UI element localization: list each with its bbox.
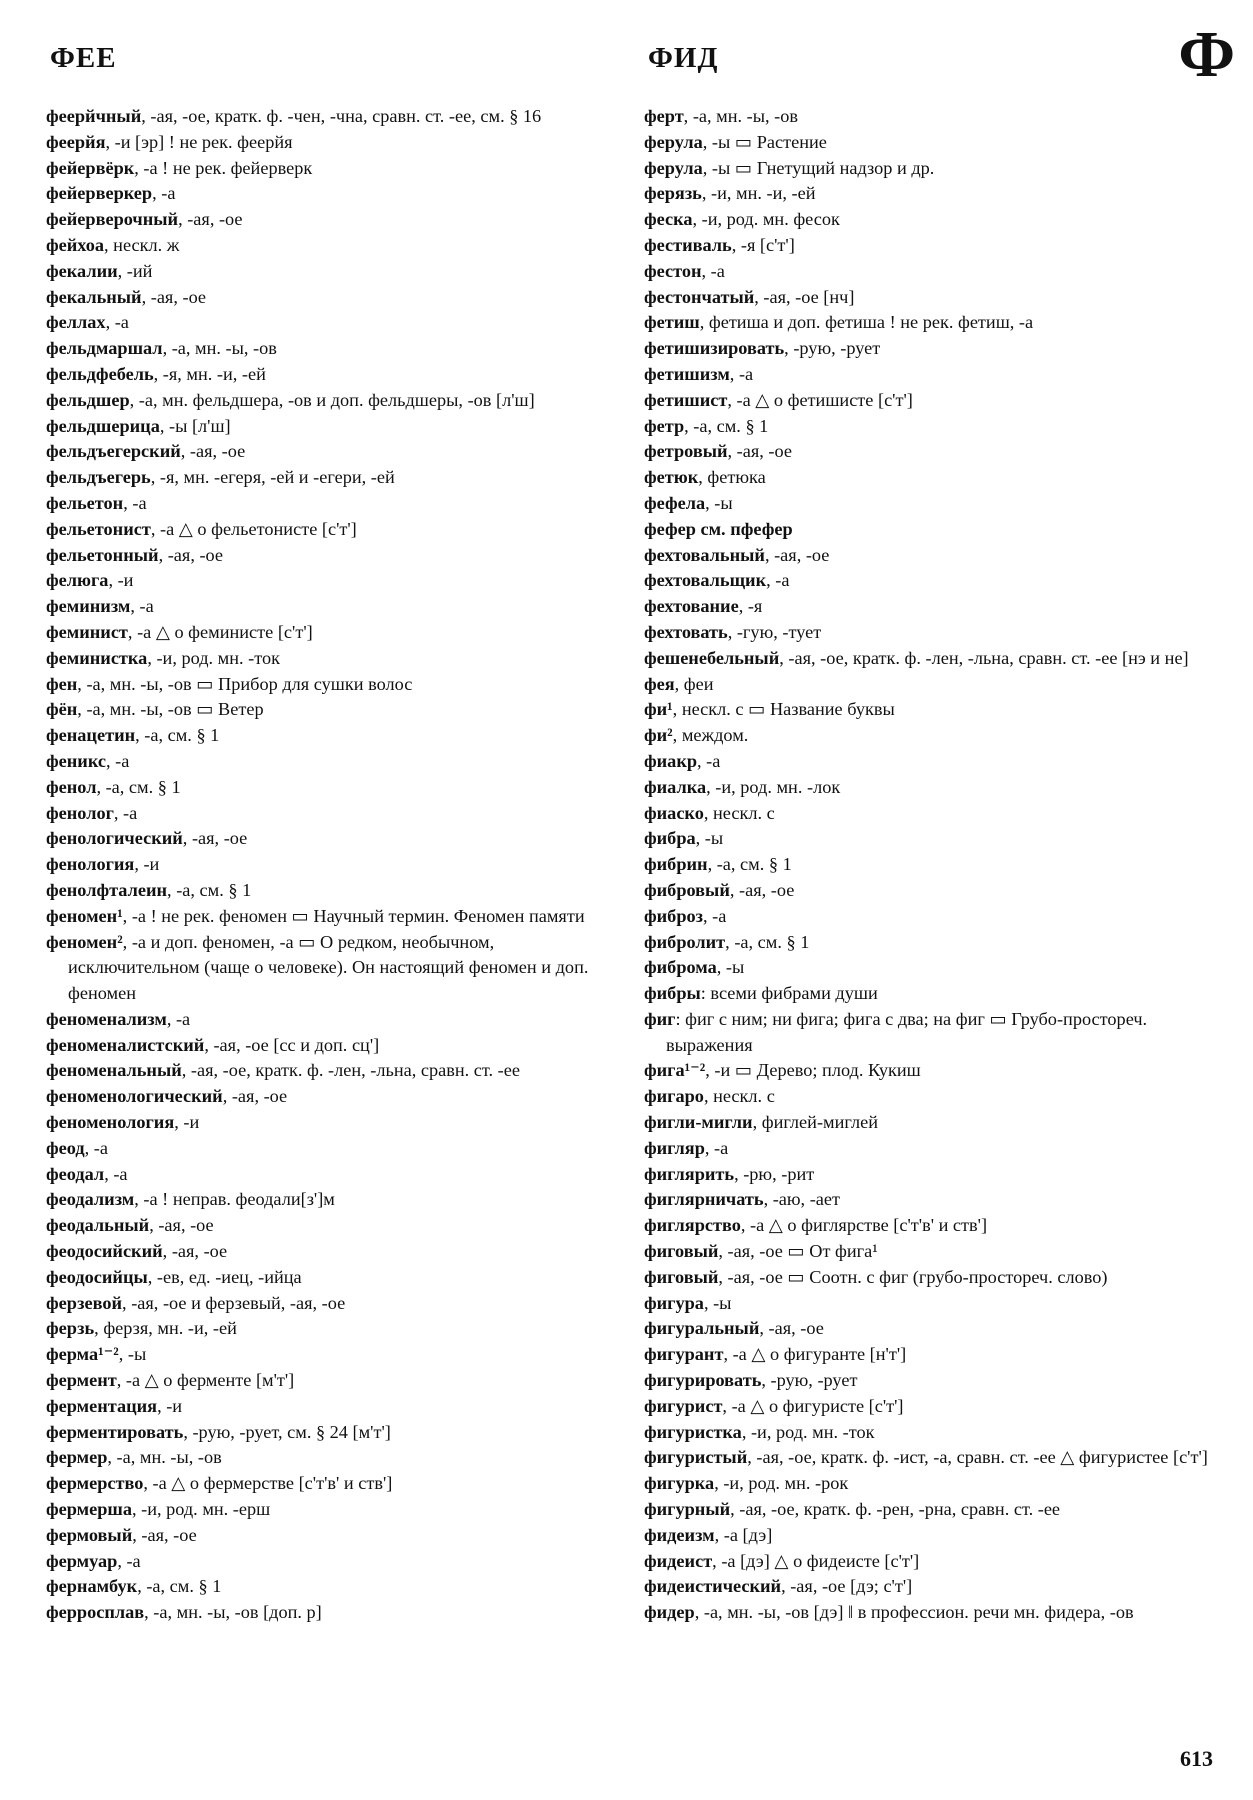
dictionary-entry: фенология, -и (46, 854, 160, 875)
dictionary-entry: фен, -а, мн. -ы, -ов ▭ Прибор для сушки волос (46, 673, 413, 694)
dictionary-entry: феска, -и, род. мн. фесок (644, 209, 840, 230)
dictionary-entry: фетиш, фетиша и доп. фетиша ! не рек. фетиш, -а (644, 312, 1034, 333)
page-number: 613 (1180, 1746, 1213, 1771)
dictionary-entry: фиговый, -ая, -ое ▭ Соотн. с фиг (грубо-простореч. слово) (644, 1266, 1108, 1287)
dictionary-entry: фетишизм, -а (644, 363, 754, 384)
dictionary-entry: феодальный, -ая, -ое (46, 1215, 214, 1236)
dictionary-entry: фельетонист, -а △ о фельетонисте [с'т'] (46, 518, 357, 539)
dictionary-entry: ферментация, -и (46, 1395, 183, 1416)
dictionary-entry: фибра, -ы (644, 828, 724, 849)
dictionary-entry: фенолфталеин, -а, см. § 1 (46, 879, 252, 900)
dictionary-entry: фейерверкер, -а (46, 183, 176, 204)
dictionary-entry: фермент, -а △ о ферменте [м'т'] (46, 1370, 295, 1391)
dictionary-entry: фига¹⁻², -и ▭ Дерево; плод. Кукиш (644, 1060, 921, 1081)
dictionary-entry: ферязь, -и, мн. -и, -ей (644, 183, 816, 204)
dictionary-entry: феноменальный, -ая, -ое, кратк. ф. -лен, -льна, сравн. ст. -ее (46, 1060, 520, 1081)
dictionary-entry: фигляр, -а (644, 1137, 729, 1158)
dictionary-entry: фехтовать, -гую, -тует (644, 621, 822, 642)
dictionary-entry: фигурант, -а △ о фигуранте [н'т'] (644, 1344, 907, 1365)
dictionary-entry: феномен¹, -а ! не рек. феномен ▭ Научный термин. Феномен памяти (46, 905, 585, 926)
dictionary-entry: фенологический, -ая, -ое (46, 828, 248, 849)
dictionary-entry: феноменология, -и (46, 1112, 200, 1133)
dictionary-entry: фестиваль, -я [с'т'] (644, 234, 795, 255)
dictionary-entry: фидер, -а, мн. -ы, -ов [дэ] ‖ в профессион. речи мн. фидера, -ов (644, 1602, 1134, 1623)
dictionary-entry: фехтовальщик, -а (644, 570, 790, 591)
dictionary-entry: ферментировать, -рую, -рует, см. § 24 [м'т'] (46, 1421, 391, 1442)
dictionary-entry: фён, -а, мн. -ы, -ов ▭ Ветер (46, 699, 264, 720)
dictionary-entry: фигли-мигли, фиглей-миглей (644, 1112, 878, 1133)
dictionary-entry: фефела, -ы (644, 492, 733, 513)
left-column (46, 104, 611, 1626)
dictionary-entry: фигурировать, -рую, -рует (644, 1370, 858, 1391)
dictionary-entry: фелюга, -и (46, 570, 134, 591)
dictionary-entry: феллах, -а (46, 312, 129, 333)
dictionary-entry: фекалии, -ий (46, 260, 153, 281)
dictionary-entry: фи¹, нескл. с ▭ Название буквы (644, 699, 895, 720)
dictionary-entry: феодосийцы, -ев, ед. -иец, -ийца (46, 1266, 302, 1287)
dictionary-entry: фенолог, -а (46, 802, 138, 823)
dictionary-entry: феерйчный, -ая, -ое, кратк. ф. -чен, -чна, сравн. ст. -ее, см. § 16 (46, 106, 542, 126)
dictionary-entry: феод, -а (46, 1137, 108, 1158)
dictionary-entry: фейерверочный, -ая, -ое (46, 209, 243, 230)
dictionary-entry: фигуральный, -ая, -ое (644, 1318, 824, 1339)
dictionary-entry: фигурист, -а △ о фигуристе [с'т'] (644, 1395, 904, 1416)
dictionary-entry: ферт, -а, мн. -ы, -ов (644, 106, 799, 126)
dictionary-entry: фидеистический, -ая, -ое [дэ; с'т'] (644, 1576, 913, 1597)
dictionary-entry: фигаро, нескл. с (644, 1086, 775, 1107)
dictionary-entry: феодосийский, -ая, -ое (46, 1241, 228, 1262)
dictionary-entry: фетровый, -ая, -ое (644, 441, 792, 462)
dictionary-entry: фельдъегерь, -я, мн. -егеря, -ей и -егери, -ей (46, 467, 395, 488)
dictionary-entry: фехтование, -я (644, 596, 763, 617)
dictionary-entry: ферзевой, -ая, -ое и ферзевый, -ая, -ое (46, 1292, 346, 1313)
dictionary-entry: фехтовальный, -ая, -ое (644, 544, 830, 565)
dictionary-entry: фиброз, -а (644, 905, 727, 926)
right-column (644, 104, 1212, 1626)
dictionary-entry: фидеизм, -а [дэ] (644, 1524, 773, 1545)
dictionary-entry: фестон, -а (644, 260, 725, 281)
dictionary-entry: фигуристка, -и, род. мн. -ток (644, 1421, 875, 1442)
dictionary-entry: фельдмаршал, -а, мн. -ы, -ов (46, 338, 277, 359)
dictionary-entry: ферросплав, -а, мн. -ы, -ов [доп. р] (46, 1602, 322, 1623)
dictionary-entry: фенацетин, -а, см. § 1 (46, 725, 220, 746)
dictionary-entry: фермер, -а, мн. -ы, -ов (46, 1447, 222, 1468)
dictionary-entry: ферула, -ы ▭ Гнетущий надзор и др. (644, 157, 935, 178)
dictionary-entry: ферма¹⁻², -ы (46, 1344, 147, 1365)
dictionary-entry: фиакр, -а (644, 750, 721, 771)
dictionary-entry: фибрин, -а, см. § 1 (644, 854, 792, 875)
dictionary-entry: фернамбук, -а, см. § 1 (46, 1576, 222, 1597)
dictionary-entry: феодализм, -а ! неправ. феодали[з']м (46, 1189, 335, 1210)
dictionary-entry: фетишизировать, -рую, -рует (644, 338, 881, 359)
dictionary-entry: феерйя, -и [эр] ! не рек. феерйя (46, 131, 293, 152)
dictionary-entry: фиаско, нескл. с (644, 802, 775, 823)
dictionary-entry: феминистка, -и, род. мн. -ток (46, 647, 281, 668)
dictionary-entry: феникс, -а (46, 750, 130, 771)
dictionary-entry: фермовый, -ая, -ое (46, 1524, 197, 1545)
dictionary-entry: фермерство, -а △ о фермерстве [с'т'в' и ств'] (46, 1473, 393, 1494)
dictionary-entry: фидеист, -а [дэ] △ о фидеисте [с'т'] (644, 1550, 920, 1571)
dictionary-entry: ферула, -ы ▭ Растение (644, 131, 827, 152)
dictionary-entry: фибровый, -ая, -ое (644, 879, 795, 900)
dictionary-entry: фетишист, -а △ о фетишисте [с'т'] (644, 389, 913, 410)
dictionary-entry: феминизм, -а (46, 596, 154, 617)
dictionary-entry: феноменализм, -а (46, 1008, 191, 1029)
dictionary-entry: фекальный, -ая, -ое (46, 286, 207, 307)
dictionary-entry: фейервёрк, -а ! не рек. фейерверк (46, 157, 313, 178)
dictionary-entry: фигурный, -ая, -ое, кратк. ф. -рен, -рна, сравн. ст. -ее (644, 1499, 1061, 1520)
dictionary-entry: фетр, -а, см. § 1 (644, 415, 769, 436)
dictionary-entry: фиглярство, -а △ о фиглярстве [с'т'в' и ств'] (644, 1215, 988, 1236)
dictionary-entry: фибролит, -а, см. § 1 (644, 931, 810, 952)
dictionary-entry: фетюк, фетюка (644, 467, 766, 488)
dictionary-entry: феноменологический, -ая, -ое (46, 1086, 288, 1107)
dictionary-entry: фигуристый, -ая, -ое, кратк. ф. -ист, -а, сравн. ст. -ее △ фигуристее [с'т'] (644, 1447, 1208, 1468)
dictionary-entry: фенол, -а, см. § 1 (46, 776, 181, 797)
dictionary-entry: фиговый, -ая, -ое ▭ От фига¹ (644, 1241, 878, 1262)
dictionary-entry: фельдшер, -а, мн. фельдшера, -ов и доп. фельдшеры, -ов [л'ш] (46, 389, 535, 410)
dictionary-entry: фигурка, -и, род. мн. -рок (644, 1473, 849, 1494)
dictionary-entry: фефер см. пфефер (644, 518, 793, 539)
dictionary-entry: феодал, -а (46, 1163, 128, 1184)
right-running-head: ФИД (648, 42, 719, 74)
dictionary-entry: феномен², -а и доп. феномен, -а ▭ О редком, необычном, исключительном (чаще о человеке). Он настоящий феномен и доп. феномен (46, 931, 589, 1004)
dictionary-entry: фиг: фиг с ним; ни фига; фига с два; на фиг ▭ Грубо-простореч. выражения (644, 1008, 1148, 1055)
dictionary-entry: фельдфебель, -я, мн. -и, -ей (46, 363, 266, 384)
dictionary-entry: феминист, -а △ о феминисте [с'т'] (46, 621, 313, 642)
dictionary-entry: фиглярничать, -аю, -ает (644, 1189, 841, 1210)
dictionary-entry: фельетон, -а (46, 492, 147, 513)
dictionary-entry: фиброма, -ы (644, 957, 745, 978)
dictionary-entry: фея, феи (644, 673, 714, 694)
dictionary-entry: фермуар, -а (46, 1550, 141, 1571)
dictionary-entry: феноменалистский, -ая, -ое [сс и доп. сц'] (46, 1034, 380, 1055)
dictionary-entry: фигура, -ы (644, 1292, 732, 1313)
left-running-head: ФЕЕ (50, 42, 117, 74)
dictionary-entry: фешенебельный, -ая, -ое, кратк. ф. -лен, -льна, сравн. ст. -ее [нэ и не] (644, 647, 1189, 668)
dictionary-entry: фиглярить, -рю, -рит (644, 1163, 815, 1184)
dictionary-entry: фиалка, -и, род. мн. -лок (644, 776, 841, 797)
dictionary-entry: фестончатый, -ая, -ое [нч] (644, 286, 855, 307)
dictionary-entry: фи², междом. (644, 725, 749, 746)
dictionary-entry: фейхоа, нескл. ж (46, 234, 180, 255)
dictionary-entry: фермерша, -и, род. мн. -ерш (46, 1499, 271, 1520)
dictionary-entry: фельдшерица, -ы [л'ш] (46, 415, 231, 436)
section-letter: Ф (1178, 18, 1235, 91)
dictionary-entry: фельдъегерский, -ая, -ое (46, 441, 246, 462)
dictionary-entry: ферзь, ферзя, мн. -и, -ей (46, 1318, 237, 1339)
dictionary-entry: фельетонный, -ая, -ое (46, 544, 224, 565)
dictionary-entry: фибры: всеми фибрами души (644, 983, 878, 1004)
